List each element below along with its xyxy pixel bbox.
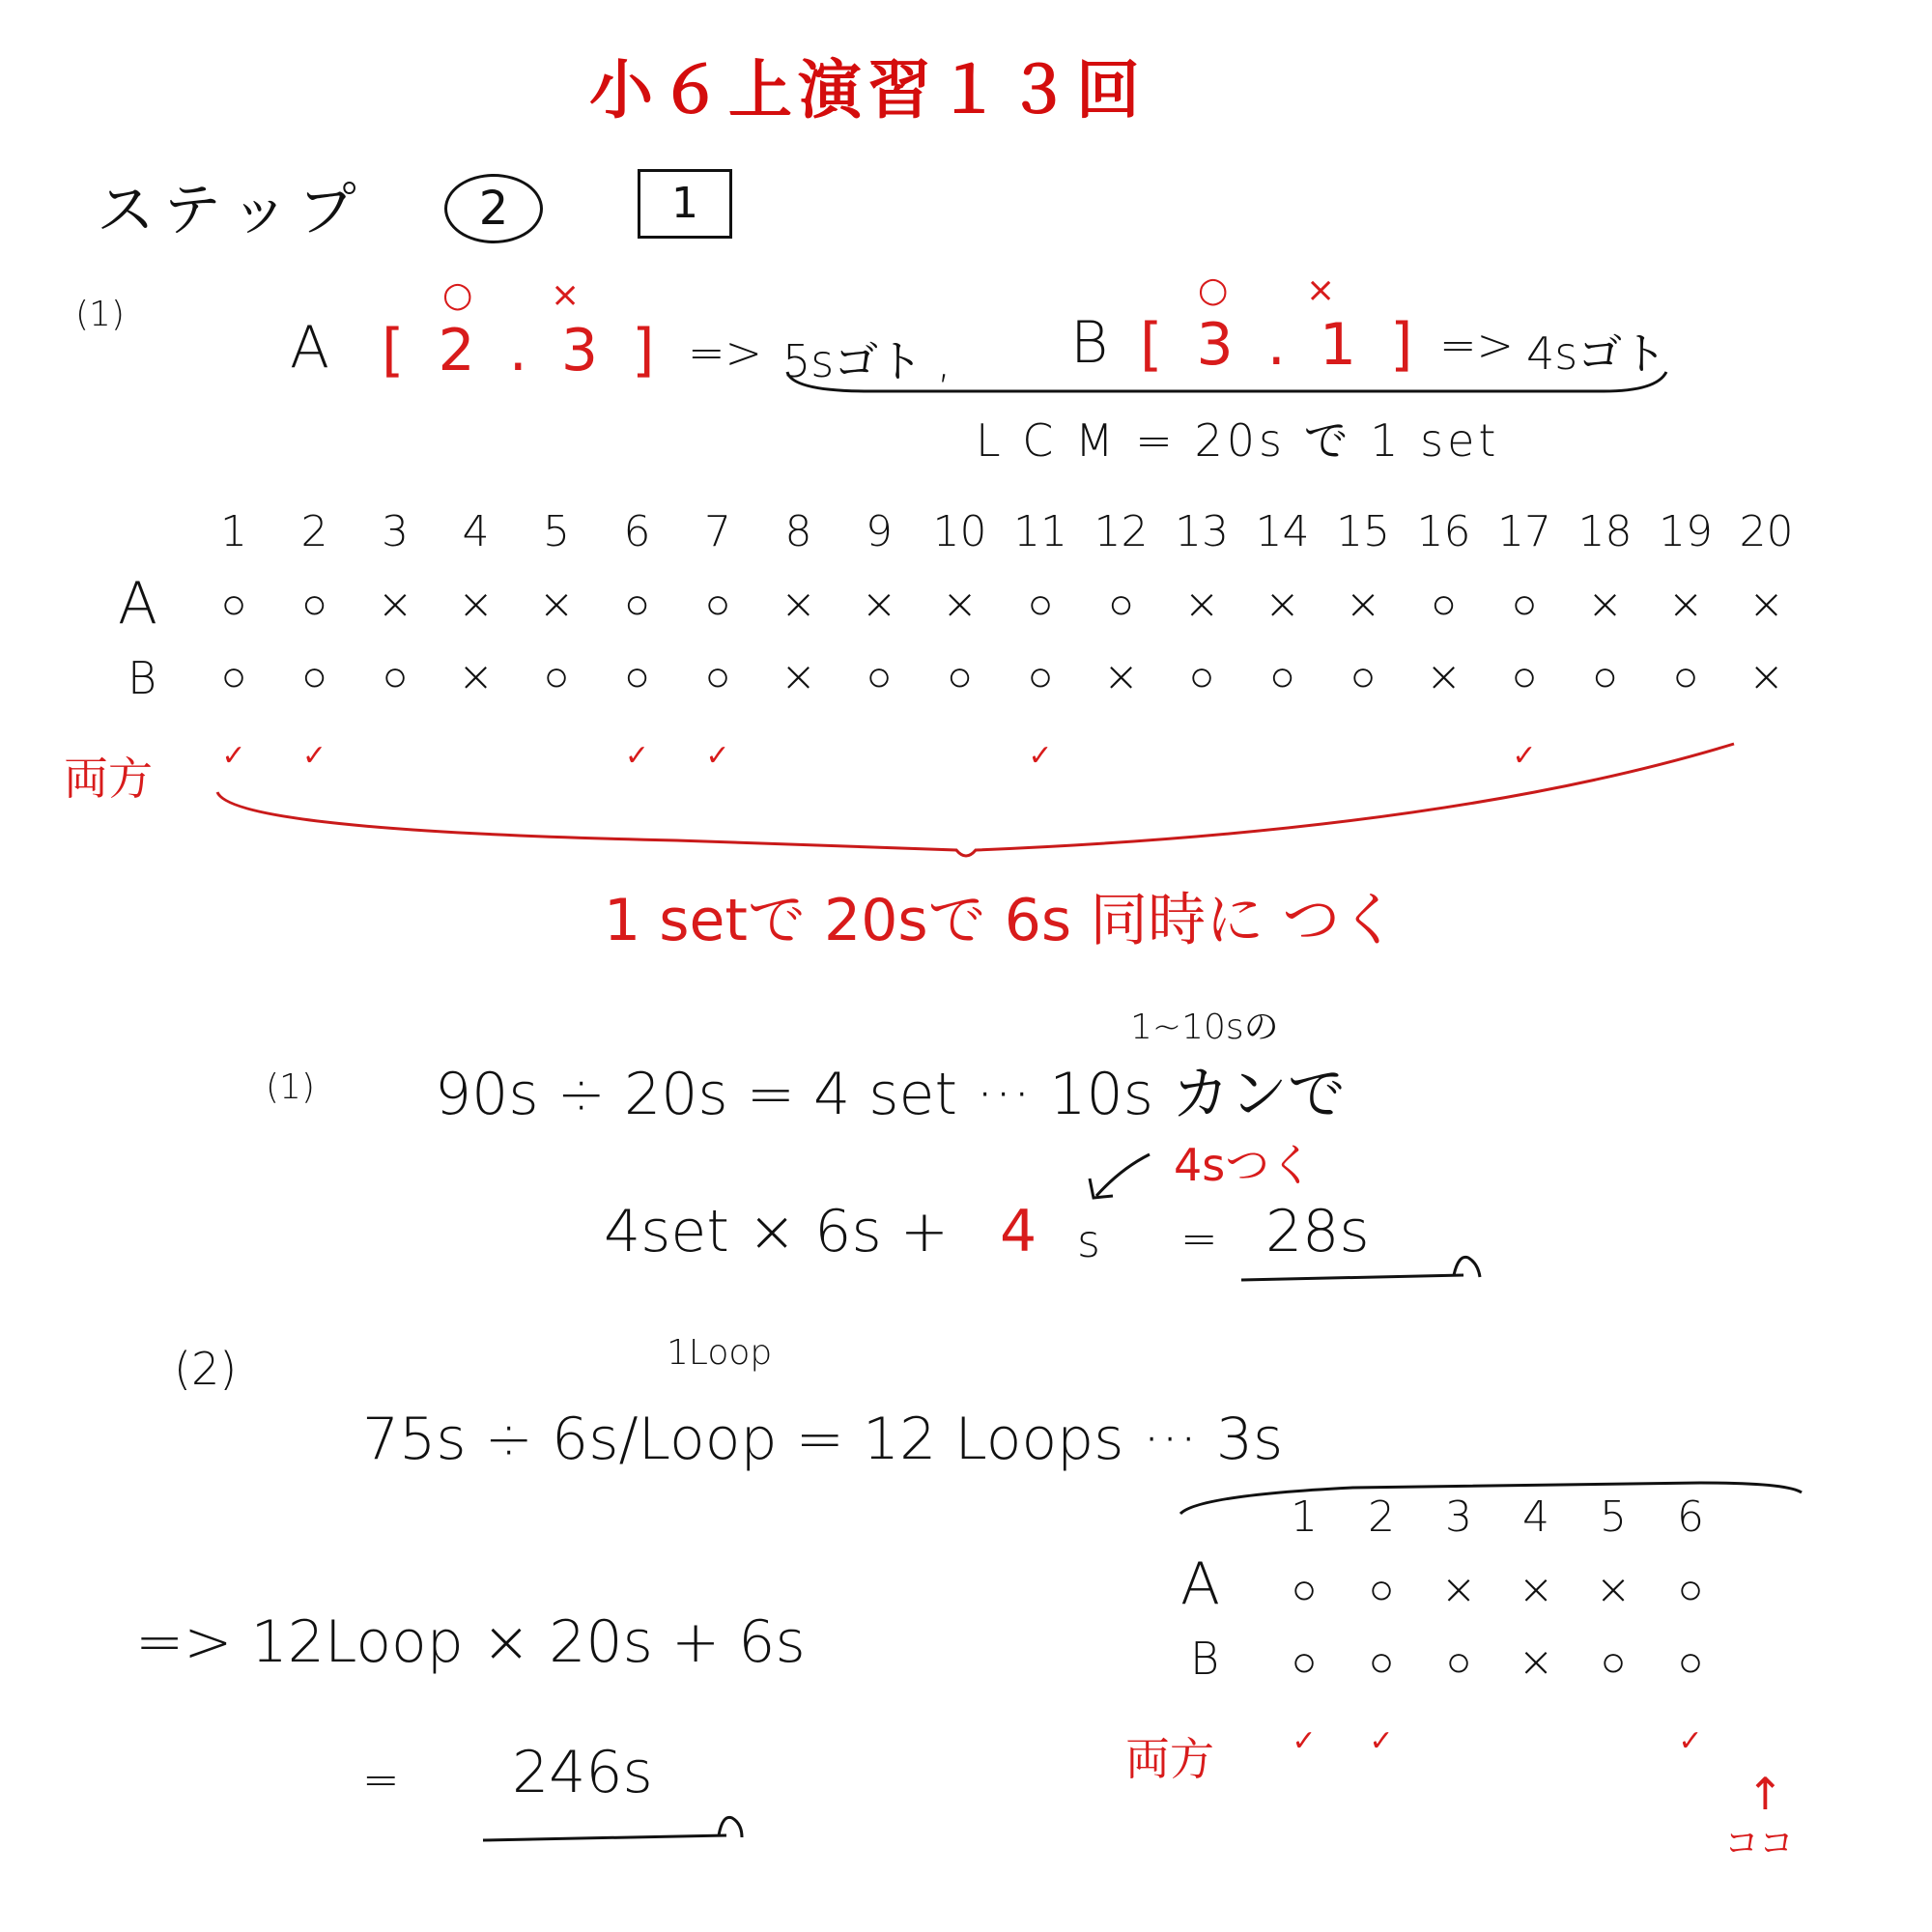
calc2-answer: 246s (512, 1739, 653, 1806)
table2-header-cell: 1 (1291, 1492, 1318, 1542)
table1-row-a-cell: ○ (704, 580, 731, 629)
table1-header-cell: 4 (462, 507, 490, 556)
table1-both-cell: ✓ (705, 739, 730, 773)
page-title: 小６上演習１３回 (589, 53, 1146, 128)
table1-row-b-label: B (128, 652, 157, 704)
table2-row-a-cell: ○ (1291, 1565, 1318, 1614)
calc1-note-red: 4sつく (1174, 1139, 1315, 1191)
here-label: ココ (1724, 1824, 1795, 1863)
table1-both-cell: ✓ (301, 739, 327, 773)
table1-both-cell: ✓ (1512, 739, 1537, 773)
table1-row-b-cell: ○ (382, 652, 409, 701)
table1-row-b-cell: ○ (543, 652, 570, 701)
a-bracket: [ 2 . 3 ] (382, 317, 663, 384)
table2-header-cell: 3 (1445, 1492, 1472, 1542)
calc1-answer: 28s (1265, 1198, 1370, 1265)
calc1-line2-red: 4 (1000, 1198, 1037, 1265)
table1-row-a-cell: × (1667, 580, 1704, 629)
table1-summary: 1 setで 20sで 6s 同時に つく (604, 887, 1399, 954)
calc2-loop-note: 1Loop (667, 1333, 773, 1373)
table2-row-b-label: B (1190, 1633, 1220, 1685)
a-mark-cross: × (551, 275, 581, 315)
table1-row-b-cell: ○ (1027, 652, 1054, 701)
table1-row-a-cell: ○ (1108, 580, 1134, 629)
table1-row-b-cell: ○ (624, 652, 650, 701)
table2-row-a-cell: × (1518, 1565, 1554, 1614)
table1-header-cell: 5 (543, 507, 570, 556)
table1-row-b-cell: ○ (220, 652, 247, 701)
table1-row-a-cell: ○ (624, 580, 650, 629)
table1-row-a-cell: ○ (220, 580, 247, 629)
table1-row-a-cell: ○ (1511, 580, 1538, 629)
table1-row-a-cell: × (1264, 580, 1300, 629)
table2-row-a-cell: ○ (1677, 1565, 1704, 1614)
table2-row-b-cell: ○ (1368, 1637, 1395, 1687)
table1-header-cell: 8 (784, 507, 812, 556)
table1-both-cell: ✓ (221, 739, 246, 773)
table2-both-cell: ✓ (1369, 1724, 1394, 1758)
table1-row-b-cell: ○ (1672, 652, 1699, 701)
table2-row-a-cell: × (1595, 1565, 1632, 1614)
table2-row-b-cell: × (1518, 1637, 1554, 1687)
table1-row-a-cell: ○ (301, 580, 327, 629)
a-cycle: 5sゴト , (782, 335, 952, 387)
calc1-equals: = (1180, 1212, 1218, 1264)
b-bracket: [ 3 . 1 ] (1140, 311, 1421, 379)
table1-row-a-cell: × (942, 580, 978, 629)
table1-row-b-cell: × (1103, 652, 1139, 701)
table1-header-cell: 12 (1094, 507, 1149, 556)
table1-header-cell: 17 (1497, 507, 1551, 556)
table1-row-b-cell: × (458, 652, 494, 701)
table1-header-cell: 2 (300, 507, 328, 556)
table2-header-cell: 4 (1522, 1492, 1549, 1542)
table2-both-cell: ✓ (1292, 1724, 1317, 1758)
table1-header-cell: 3 (382, 507, 409, 556)
calc1-label: (1) (266, 1067, 315, 1107)
a-letter: A (290, 314, 330, 382)
table1-header-cell: 15 (1336, 507, 1390, 556)
table1-row-b-cell: ○ (947, 652, 973, 701)
table1-header-cell: 20 (1739, 507, 1794, 556)
table1-row-a-cell: × (377, 580, 413, 629)
table1-row-b-cell: ○ (866, 652, 893, 701)
calc2-line2: => 12Loop × 20s + 6s (135, 1608, 806, 1676)
table1-header-cell: 9 (866, 507, 893, 556)
table1-both-label: 両方 (64, 753, 153, 805)
table1-both-cell: ✓ (1028, 739, 1053, 773)
calc1-arrow-head (1090, 1179, 1113, 1198)
calc1-arrow (1096, 1154, 1150, 1196)
table2-header-cell: 6 (1677, 1492, 1704, 1542)
calc1-underline (1241, 1275, 1463, 1280)
table1-header-cell: 6 (623, 507, 651, 556)
calc1-underline-flag (1454, 1257, 1480, 1277)
here-arrow: ↑ (1747, 1768, 1784, 1820)
part1-label: (1) (75, 295, 125, 334)
table1-header-cell: 18 (1577, 507, 1633, 556)
table1-header-cell: 1 (220, 507, 247, 556)
b-mark-circle: ○ (1198, 270, 1229, 310)
calc1-line2-unit: s (1077, 1215, 1100, 1267)
a-arrow: => (688, 327, 763, 379)
table1-row-a-cell: × (861, 580, 897, 629)
table1-header-cell: 11 (1013, 507, 1067, 556)
calc2-label: (2) (174, 1343, 238, 1395)
table2-header-cell: 5 (1600, 1492, 1627, 1542)
table1-row-a-cell: ○ (1431, 580, 1457, 629)
table1-row-a-cell: × (781, 580, 816, 629)
table2-row-b-cell: ○ (1677, 1637, 1704, 1687)
table1-row-a-label: A (118, 570, 158, 638)
calc2-equals: = (362, 1753, 400, 1805)
table2-row-a-cell: × (1440, 1565, 1477, 1614)
table1-row-b-cell: ○ (1592, 652, 1618, 701)
table1-header-cell: 10 (932, 507, 987, 556)
calc2-line1: 75s ÷ 6s/Loop = 12 Loops ··· 3s (362, 1406, 1284, 1473)
b-mark-cross: × (1306, 270, 1336, 310)
table1-both-cell: ✓ (624, 739, 650, 773)
calc1-line2: 4set × 6s + (604, 1198, 950, 1265)
table1-row-b-cell: × (1426, 652, 1462, 701)
calc2-underline-flag (719, 1817, 742, 1837)
table1-row-b-cell: ○ (1350, 652, 1377, 701)
b-letter: B (1070, 309, 1109, 377)
calc1-note-top: 1~10sの (1130, 1008, 1279, 1047)
table2-row-b-cell: ○ (1445, 1637, 1472, 1687)
table2-both-cell: ✓ (1678, 1724, 1703, 1758)
table1-row-b-cell: ○ (704, 652, 731, 701)
step-label: ステップ (97, 177, 366, 244)
b-arrow: => (1439, 319, 1515, 371)
table1-row-a-cell: × (1748, 580, 1784, 629)
table2-row-a-label: A (1180, 1550, 1221, 1618)
table1-row-b-cell: ○ (1188, 652, 1215, 701)
table1-row-a-cell: × (1345, 580, 1381, 629)
table2-header-cell: 2 (1368, 1492, 1395, 1542)
table1-header-cell: 16 (1416, 507, 1471, 556)
table2-row-b-cell: ○ (1291, 1637, 1318, 1687)
table1-row-b-cell: ○ (1511, 652, 1538, 701)
b-cycle: 4sゴト (1526, 327, 1667, 380)
calc1-line1: 90s ÷ 20s = 4 set ··· 10s カンで (435, 1061, 1347, 1128)
table1-row-a-cell: × (1587, 580, 1623, 629)
table1-row-a-cell: × (1183, 580, 1220, 629)
lcm-text: L C M = 20s で 1 set (976, 414, 1500, 467)
table1-row-a-cell: ○ (1027, 580, 1054, 629)
calc2-underline (483, 1835, 726, 1840)
step-circle-number: 2 (444, 174, 543, 243)
table1-row-b-cell: × (1748, 652, 1784, 701)
table1-header-cell: 14 (1255, 507, 1310, 556)
table1-row-a-cell: × (458, 580, 494, 629)
table1-row-b-cell: × (781, 652, 816, 701)
table1-header-cell: 7 (704, 507, 731, 556)
table1-row-b-cell: ○ (301, 652, 327, 701)
table2-row-a-cell: ○ (1368, 1565, 1395, 1614)
table1-header-cell: 19 (1659, 507, 1713, 556)
table1-row-a-cell: × (538, 580, 575, 629)
a-mark-circle: ○ (442, 275, 473, 315)
table2-row-b-cell: ○ (1600, 1637, 1627, 1687)
table2-both-label: 両方 (1125, 1733, 1214, 1785)
table1-row-b-cell: ○ (1269, 652, 1295, 701)
step-box-number: 1 (638, 169, 732, 239)
table1-header-cell: 13 (1175, 507, 1229, 556)
